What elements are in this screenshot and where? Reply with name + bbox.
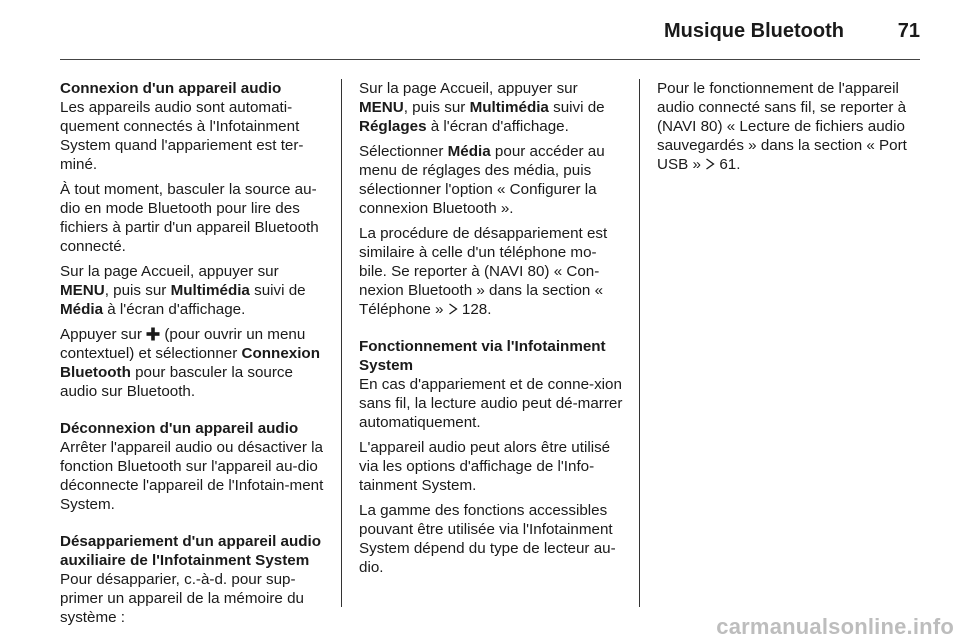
paragraph: Sur la page Accueil, appuyer sur MENU, puis sur Multimédia suivi de Réglages à l'écran d'affichage. (359, 80, 605, 135)
bluetooth-connection-keyword: Connexion Bluetooth (60, 345, 320, 381)
watermark: carmanualsonline.info (716, 614, 954, 639)
reglages-keyword: Réglages (359, 118, 427, 135)
page-title: Musique Bluetooth (664, 20, 844, 42)
column-divider (341, 79, 342, 607)
media-keyword: Média (60, 301, 104, 318)
arrow-icon (448, 303, 458, 315)
page-reference[interactable]: 61. (719, 156, 741, 173)
paragraph: Pour désapparier, c.-à-d. pour sup-primer un appareil de la mémoire du système : (60, 571, 304, 626)
paragraph: En cas d'appariement et de conne-xion sans fil, la lecture audio peut dé-marrer automatiquement. (359, 376, 623, 431)
heading-fonctionnement: Fonctionnement via l'Infotainment System (359, 338, 606, 374)
column-1 (60, 79, 324, 633)
plus-icon (146, 327, 160, 341)
multimedia-keyword: Multimédia (469, 99, 549, 116)
arrow-icon (705, 158, 715, 170)
page-reference[interactable]: 128. (461, 301, 492, 318)
paragraph: À tout moment, basculer la source au-dio en mode Bluetooth pour lire des fichiers à partir d'un appareil Bluetooth connecté. (60, 181, 319, 255)
header-rule (60, 59, 920, 60)
paragraph: Sur la page Accueil, appuyer sur MENU, puis sur Multimédia suivi de Média à l'écran d'affichage. (60, 263, 306, 318)
multimedia-keyword: Multimédia (170, 282, 250, 299)
paragraph: Les appareils audio sont automati-quement connectés à l'Infotainment System quand l'appariement est ter-miné. (60, 99, 304, 173)
paragraph: La procédure de désappariement est similaire à celle d'un téléphone mo-bile. Se reporter à (NAVI 80) « Con-nexion Bluetooth » dans la section « Téléphone » 128. (359, 225, 608, 318)
column-2 (359, 79, 623, 583)
heading-connexion: Connexion d'un appareil audio (60, 80, 282, 97)
media-keyword: Média (447, 143, 491, 160)
paragraph: La gamme des fonctions accessibles pouvant être utilisée via l'Infotainment System dépend du type de lecteur au-dio. (359, 502, 616, 576)
paragraph: Appuyer sur (pour ouvrir un menu contextuel) et sélectionner Connexion Bluetooth pour basculer la source audio sur Bluetooth. (60, 326, 320, 400)
paragraph: L'appareil audio peut alors être utilisé via les options d'affichage de l'Info-tainment System. (359, 439, 611, 494)
paragraph: Sélectionner Média pour accéder au menu de réglages des média, puis sélectionner l'option « Configurer la connexion Bluetooth ». (359, 143, 605, 217)
menu-keyword: MENU (359, 99, 404, 116)
column-divider (639, 79, 640, 607)
page-number: 71 (897, 20, 920, 42)
menu-keyword: MENU (60, 282, 105, 299)
page-header (0, 0, 960, 58)
paragraph: Pour le fonctionnement de l'appareil audio connecté sans fil, se reporter à (NAVI 80) « Lecture de fichiers audio sauvegardés » dans la section « Port USB » 61. (657, 80, 907, 173)
column-3 (657, 79, 923, 180)
heading-deconnexion: Déconnexion d'un appareil audio (60, 420, 299, 437)
heading-desappariement: Désappariement d'un appareil audio auxiliaire de l'Infotainment System (60, 533, 322, 569)
paragraph: Arrêter l'appareil audio ou désactiver la fonction Bluetooth sur l'appareil au-dio déconnecte l'appareil de l'Infotain-ment System. (60, 439, 324, 513)
